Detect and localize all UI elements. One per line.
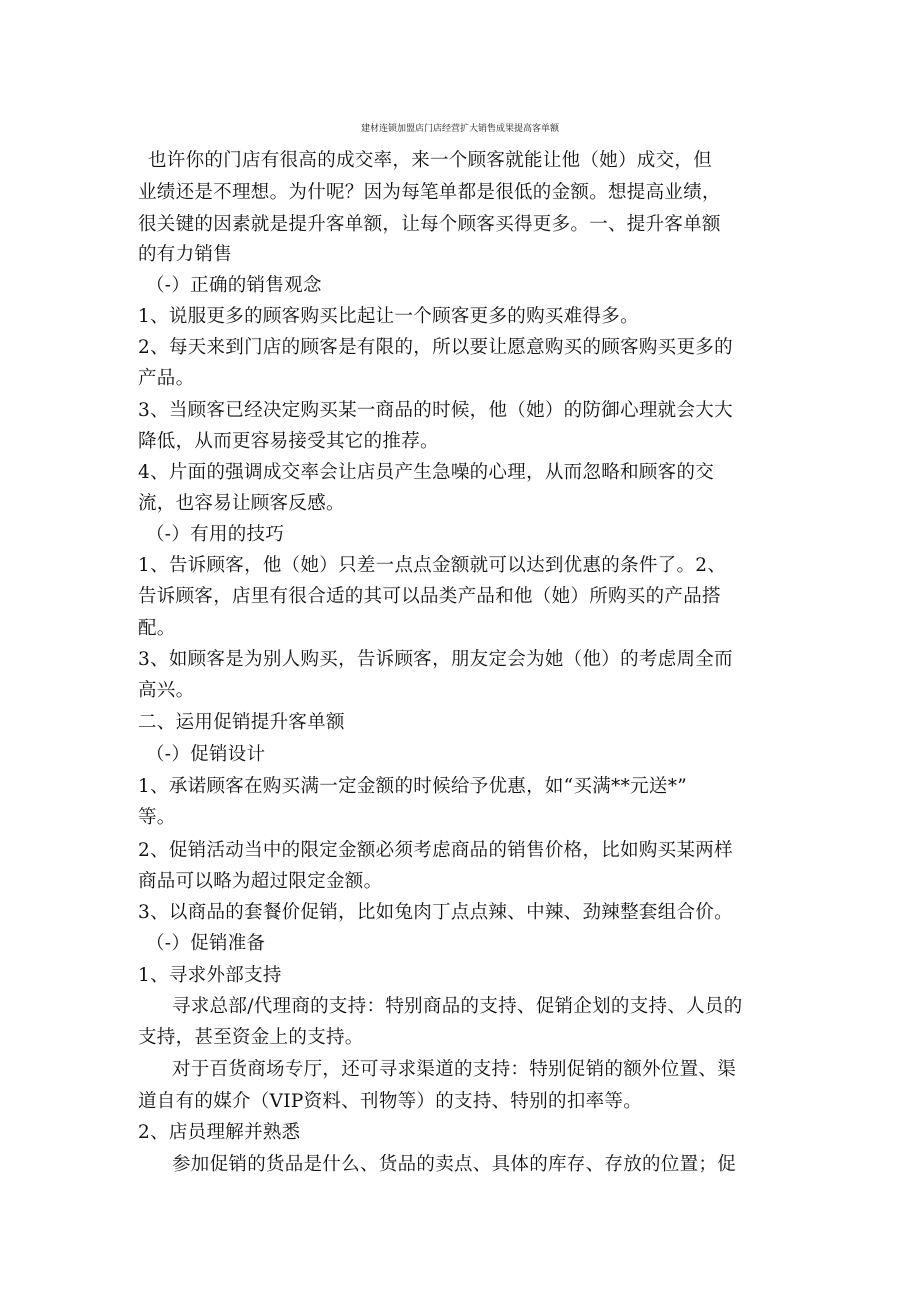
body-line: 很关键的因素就是提升客单额，让每个顾客买得更多。一、提升客单额 — [138, 214, 721, 235]
body-line: 高兴。 — [138, 680, 195, 701]
body-line: 流，也容易让顾客反感。 — [138, 493, 345, 514]
body-line: 的有力销售 — [138, 244, 233, 265]
list-item: 1、承诺顾客在购买满一定金额的时候给予优惠，如“买满**元送*” — [138, 776, 688, 797]
body-line: 降低，从而更容易接受其它的推荐。 — [138, 431, 439, 452]
section-heading: （-）促销设计 — [146, 744, 266, 765]
section-heading: （-）正确的销售观念 — [146, 275, 322, 296]
list-item: 3、当顾客已经决定购买某一商品的时候，他（她）的防御心理就会大大 — [138, 400, 733, 421]
body-line: 寻求总部/代理商的支持：特别商品的支持、促销企划的支持、人员的 — [172, 996, 743, 1017]
body-line: 等。 — [138, 807, 176, 828]
body-line: 配。 — [138, 618, 176, 639]
document-title: 建材连锁加盟店门店经营扩大销售成果提高客单额 — [360, 124, 559, 134]
body-line: 商品可以略为超过限定金额。 — [138, 871, 383, 892]
section-heading: （-）有用的技巧 — [146, 524, 285, 545]
body-line: 产品。 — [138, 368, 195, 389]
list-item: 1、寻求外部支持 — [138, 965, 282, 986]
body-line: 支持，甚至资金上的支持。 — [138, 1027, 364, 1048]
list-item: 1、告诉顾客，他（她）只差一点点金额就可以达到优惠的条件了。2、 — [138, 555, 727, 576]
chapter-heading: 二、运用促销提升客单额 — [138, 712, 345, 733]
list-item: 2、促销活动当中的限定金额必须考虑商品的销售价格，比如购买某两样 — [138, 840, 733, 861]
list-item: 1、说服更多的顾客购买比起让一个顾客更多的购买难得多。 — [138, 306, 639, 327]
list-item: 3、以商品的套餐价促销，比如兔肉丁点点辣、中辣、劲辣整套组合价。 — [138, 902, 733, 923]
body-line: 业绩还是不理想。为什呢？因为每笔单都是很低的金额。想提高业绩， — [138, 182, 721, 203]
body-line: 参加促销的货品是什么、货品的卖点、具体的库存、存放的位置；促 — [172, 1154, 737, 1175]
body-line: 对于百货商场专厅，还可寻求渠道的支持：特别促销的额外位置、渠 — [172, 1059, 737, 1080]
list-item: 2、店员理解并熟悉 — [138, 1122, 301, 1143]
section-heading: （-）促销准备 — [146, 933, 266, 954]
list-item: 2、每天来到门店的顾客是有限的，所以要让愿意购买的顾客购买更多的 — [138, 337, 733, 358]
body-line: 道自有的媒介（VIP资料、刊物等）的支持、特别的扣率等。 — [138, 1091, 643, 1112]
list-item: 3、如顾客是为别人购买，告诉顾客，朋友定会为她（他）的考虑周全而 — [138, 649, 733, 670]
body-line: 也许你的门店有很高的成交率，来一个顾客就能让他（她）成交，但 — [148, 150, 713, 171]
list-item: 4、片面的强调成交率会让店员产生急噪的心理，从而忽略和顾客的交 — [138, 462, 715, 483]
body-line: 告诉顾客，店里有很合适的其可以品类产品和他（她）所购买的产品搭 — [138, 586, 721, 607]
